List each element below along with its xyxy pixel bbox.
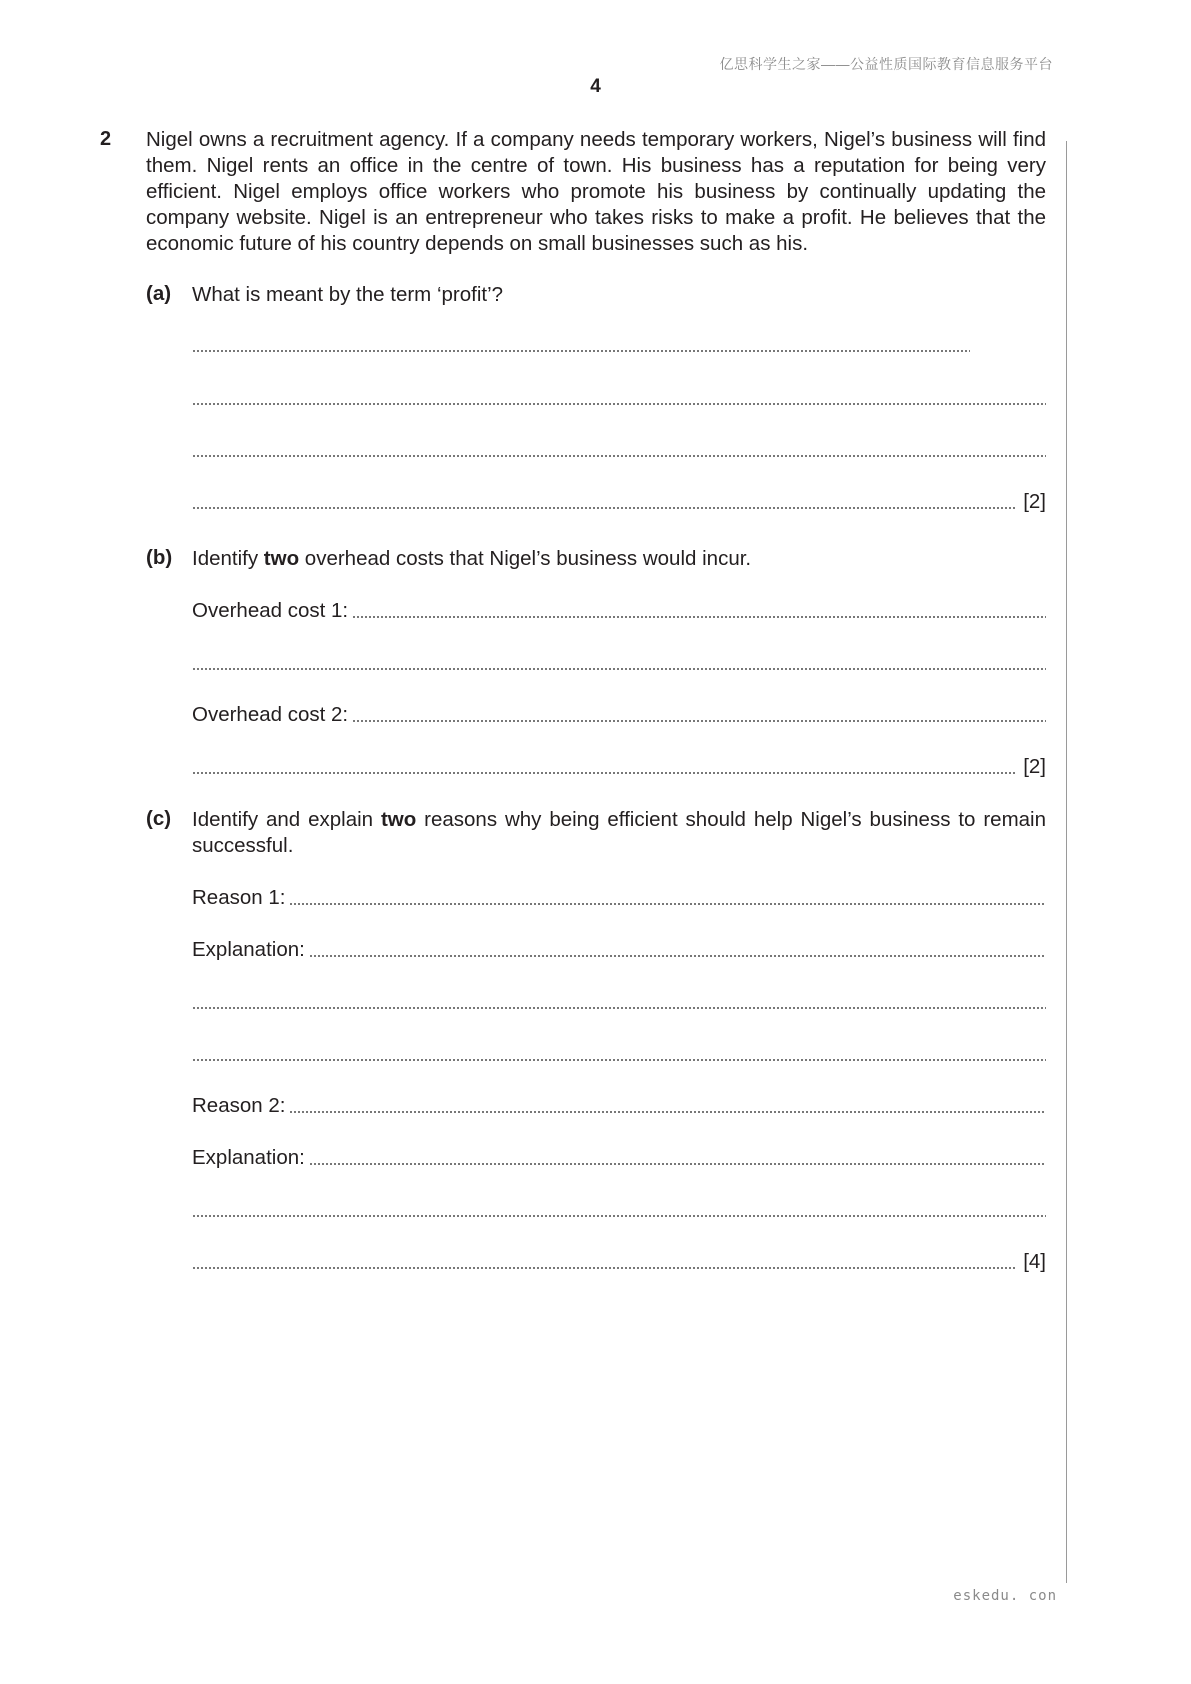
reason-1-line[interactable] — [192, 885, 1046, 911]
part-a-marks: [2] — [1023, 490, 1046, 513]
part-b-marks: [2] — [1023, 755, 1046, 778]
part-c-marks: [4] — [1023, 1250, 1046, 1273]
part-b-label: (b) — [146, 546, 173, 569]
answer-line-a2[interactable] — [192, 385, 1046, 411]
answer-line-c3[interactable] — [192, 989, 1046, 1015]
answer-line-c7[interactable] — [192, 1197, 1046, 1223]
part-a-label: (a) — [146, 282, 172, 305]
explanation-2-label: Explanation: — [192, 1146, 305, 1169]
explanation-1-line[interactable] — [192, 937, 1046, 963]
question-stem: Nigel owns a recruitment agency. If a company needs temporary workers, Nigel’s business will find them. Nigel rents an office in the centre of town. His business has a reputation for being very efficient. Nigel employs office workers who promote his business by continually updating the company website. Nigel is an entrepreneur who takes risks to make a profit. He believes that the economic future of his country depends on small businesses such as his. — [146, 128, 1046, 255]
part-b-question: Identify two overhead costs that Nigel’s business would incur. — [192, 547, 752, 570]
question-number: 2 — [100, 128, 112, 150]
overhead-cost-1-line[interactable] — [192, 598, 1046, 624]
answer-line-a3[interactable] — [192, 437, 1046, 463]
reason-2-label: Reason 2: — [192, 1094, 286, 1117]
page-number: 4 — [590, 76, 601, 97]
answer-line-c8[interactable] — [192, 1249, 1046, 1275]
footer-site: eskedu. con — [953, 1588, 1057, 1604]
answer-line-a4[interactable] — [192, 489, 1046, 515]
reason-2-line[interactable] — [192, 1093, 1046, 1119]
margin-rule — [1066, 141, 1067, 1583]
overhead-cost-2-label: Overhead cost 2: — [192, 703, 349, 726]
overhead-cost-2-line[interactable] — [192, 702, 1046, 728]
answer-line-b2[interactable] — [192, 650, 1046, 676]
answer-line-a1[interactable] — [192, 332, 970, 358]
explanation-1-label: Explanation: — [192, 938, 305, 961]
reason-1-label: Reason 1: — [192, 886, 286, 909]
overhead-cost-1-label: Overhead cost 1: — [192, 599, 349, 622]
part-c-question: Identify and explain two reasons why being efficient should help Nigel’s business to remain successful. — [192, 808, 1046, 857]
answer-line-b4[interactable] — [192, 754, 1046, 780]
header-watermark: 亿思科学生之家——公益性质国际教育信息服务平台 — [719, 56, 1053, 72]
part-c-label: (c) — [146, 807, 172, 830]
explanation-2-line[interactable] — [192, 1145, 1046, 1171]
answer-line-c4[interactable] — [192, 1041, 1046, 1067]
part-a-question: What is meant by the term ‘profit’? — [192, 283, 504, 306]
